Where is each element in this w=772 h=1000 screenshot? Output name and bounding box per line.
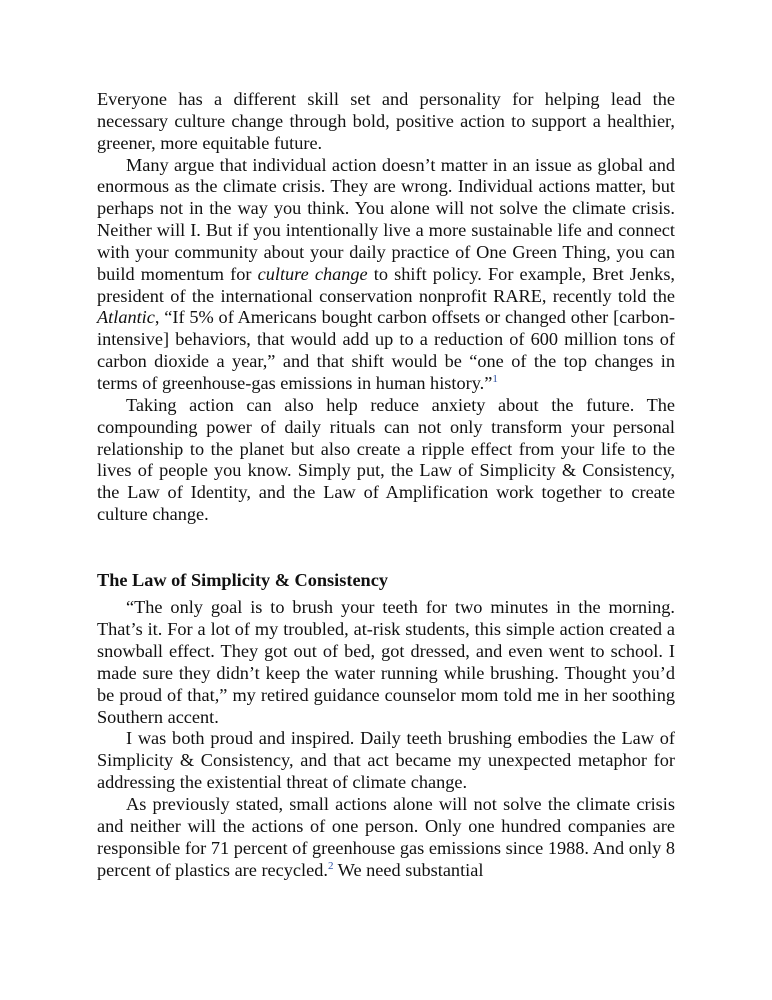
body-paragraph	[97, 155, 675, 395]
text-run: Everyone has a different skill set and personality for helping lead the necessary culture change through bold, positive action to support a healthier, greener, more equitable future.	[97, 89, 675, 153]
body-paragraph	[97, 728, 675, 794]
text-run: , “If 5% of Americans bought carbon offsets or changed other [carbon-intensive] behaviors, that would add up to a reduction of 600 million tons of carbon dioxide a year,” and that shift would be “one of the top changes in terms of greenhouse-gas emissions in human history.”	[97, 307, 675, 393]
footnote-marker: 1	[492, 372, 498, 385]
italic-text: Atlantic	[97, 307, 155, 328]
text-run: The Law of Simplicity & Consistency	[97, 569, 388, 590]
italic-text: culture change	[257, 263, 368, 284]
body-paragraph	[97, 89, 675, 155]
text-run: We need substantial	[333, 859, 484, 880]
body-paragraph	[97, 597, 675, 728]
page-body	[97, 89, 675, 881]
text-run: I was both proud and inspired. Daily teeth brushing embodies the Law of Simplicity & Consistency, and that act became my unexpected metaphor for addressing the existential threat of climate change.	[97, 728, 675, 793]
text-run: “The only goal is to brush your teeth for two minutes in the morning. That’s it. For a lot of my troubled, at-risk students, this simple action created a snowball effect. They got out of bed, got dressed, and even went to school. I made sure they didn’t keep the water running while brushing. Thought you’d be proud of that,” my retired guidance counselor mom told me in her soothing Southern accent.	[97, 597, 675, 727]
text-run: to shift policy. For example, Bret Jenks, president of the international conservation nonprofit RARE, recently told the	[97, 263, 676, 306]
body-paragraph	[97, 395, 675, 526]
text-run: Taking action can also help reduce anxiety about the future. The compounding power of daily rituals can not only transform your personal relationship to the planet but also create a ripple effect from your life to the lives of people you know. Simply put, the Law of Simplicity & Consistency, the Law of Identity, and the Law of Amplification work together to create culture change.	[97, 394, 675, 525]
section-heading	[97, 570, 675, 592]
body-paragraph	[97, 794, 675, 881]
text-run: As previously stated, small actions alone will not solve the climate crisis and neither will the actions of one person. Only one hundred companies are responsible for 71 percent of greenhouse gas emissions since 1988. And only 8 percent of plastics are recycled.	[97, 794, 675, 880]
text-run: Many argue that individual action doesn’t matter in an issue as global and enormous as the climate crisis. They are wrong. Individual actions matter, but perhaps not in the way you think. You alone will not solve the climate crisis. Neither will I. But if you intentionally live a more sustainable life and connect with your community about your daily practice of One Green Thing, you can build momentum for	[97, 154, 675, 284]
footnote-marker: 2	[327, 859, 334, 872]
